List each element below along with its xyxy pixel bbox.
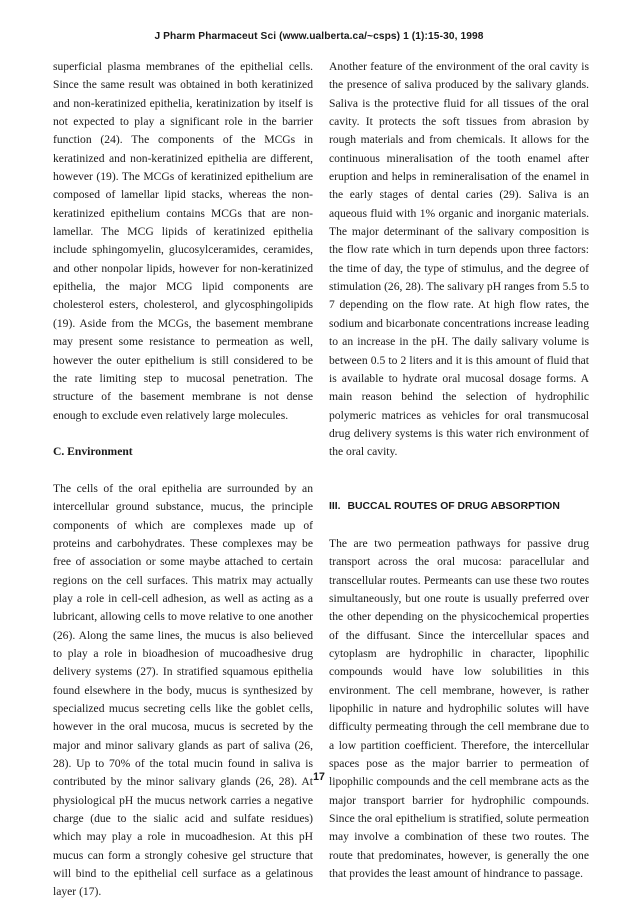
page-number: 17	[313, 771, 325, 783]
journal-header: J Pharm Pharmaceut Sci (www.ualberta.ca/~csps) 1 (1):15-30, 1998	[154, 31, 484, 42]
section-number: III.	[329, 501, 341, 513]
section-title: BUCCAL ROUTES OF DRUG ABSORPTION	[347, 501, 560, 513]
paragraph: The cells of the oral epithelia are surrounded by an intercellular ground substance, mucus, the principle components of which are complexes made up of proteins and carbohydrates. These complexes may be free of association or some maybe attached to certain regions on the cell surfaces. This matrix may actually play a role in cell-cell adhesion, as well as acting as a lubricant, allowing cells to move relative to one another (26). Along the same lines, the mucus is also believed to play a role in bioadhesion of mucoadhesive drug delivery systems (27). In stratified squamous epithelia found elsewhere in the body, mucus is synthesized by specialized mucus secreting cells like the goblet cells, however in the oral mucosa, mucus is secreted by the major and minor salivary glands as part of saliva (26, 28). Up to 70% of the total mucin found in saliva is contributed by the minor salivary glands (26, 28). At physiological pH the mucus network carries a negative charge (due to the sialic acid and sulfate residues) which may play a role in mucoadhesion. At this pH mucus can form a strongly cohesive gel structure that will bind to the epithelial cell surface as a gelatinous layer (17).	[53, 481, 313, 899]
paragraph: superficial plasma membranes of the epithelial cells. Since the same result was obtained in both keratinized and non-keratinized epithelia, keratinization by itself is not expected to play a significant role in the barrier function (24). The components of the MCGs in keratinized and non-keratinized epithelia are different, however (19). The MCGs of keratinized epithelium are composed of lamellar lipid stacks, whereas the non-keratinized epithelium contains MCGs that are non-lamellar. The MCG lipids of keratinized epithelia include sphingomyelin, glucosylceramides, ceramides, and other nonpolar lipids, however for non-keratinized epithelia, the major MCG lipid components are cholesterol esters, cholesterol, and glycosphingolipids (19). Aside from the MCGs, the basement membrane may present some resistance to permeation as well, however the outer epithelium is still considered to be the rate limiting step to mucosal penetration. The structure of the basement membrane is not dense enough to exclude even relatively large molecules.	[53, 60, 313, 422]
right-column	[329, 58, 589, 883]
paragraph: Another feature of the environment of the oral cavity is the presence of saliva produced by the salivary glands. Saliva is the protective fluid for all tissues of the oral cavity. It protects the soft tissues from abrasion by rough materials and from chemicals. It allows for the continuous mineralisation of the tooth enamel after eruption and helps in remineralisation of the enamel in the early stages of dental caries (29). Saliva is an aqueous fluid with 1% organic and inorganic materials. The major determinant of the salivary composition is the flow rate which in turn depends upon three factors: the time of day, the type of stimulus, and the degree of stimulation (26, 28). The salivary pH ranges from 5.5 to 7 depending on the flow rate. At high flow rates, the sodium and bicarbonate concentrations increase leading to an increase in the pH. The daily salivary volume is between 0.5 to 2 liters and it is this amount of fluid that is available to hydrate oral mucosal dosage forms. A main reason behind the selection of hydrophilic polymeric matrices as vehicles for oral transmucosal drug delivery systems is this water rich environment of the oral cavity.	[329, 60, 589, 459]
paragraph: The are two permeation pathways for passive drug transport across the oral mucosa: paracellular and transcellular routes. Permeants can use these two routes simultaneously, but one route is usually preferred over the other depending on the physicochemical properties of the diffusant. Since the intercellular spaces and cytoplasm are hydrophilic in character, lipophilic compounds would have low solubilities in this environment. The cell membrane, however, is rather lipophilic in nature and hydrophilic solutes will have difficulty permeating through the cell membrane due to a low partition coefficient. Therefore, the intercellular spaces pose as the major barrier to permeation of lipophilic compounds and the cell membrane acts as the major transport barrier for hydrophilic compounds. Since the oral epithelium is stratified, solute permeation may involve a combination of these two routes. The route that predominates, however, is generally the one that provides the least amount of hindrance to passage.	[329, 536, 589, 881]
section-heading: C. Environment	[53, 445, 133, 459]
section-heading	[329, 498, 589, 516]
